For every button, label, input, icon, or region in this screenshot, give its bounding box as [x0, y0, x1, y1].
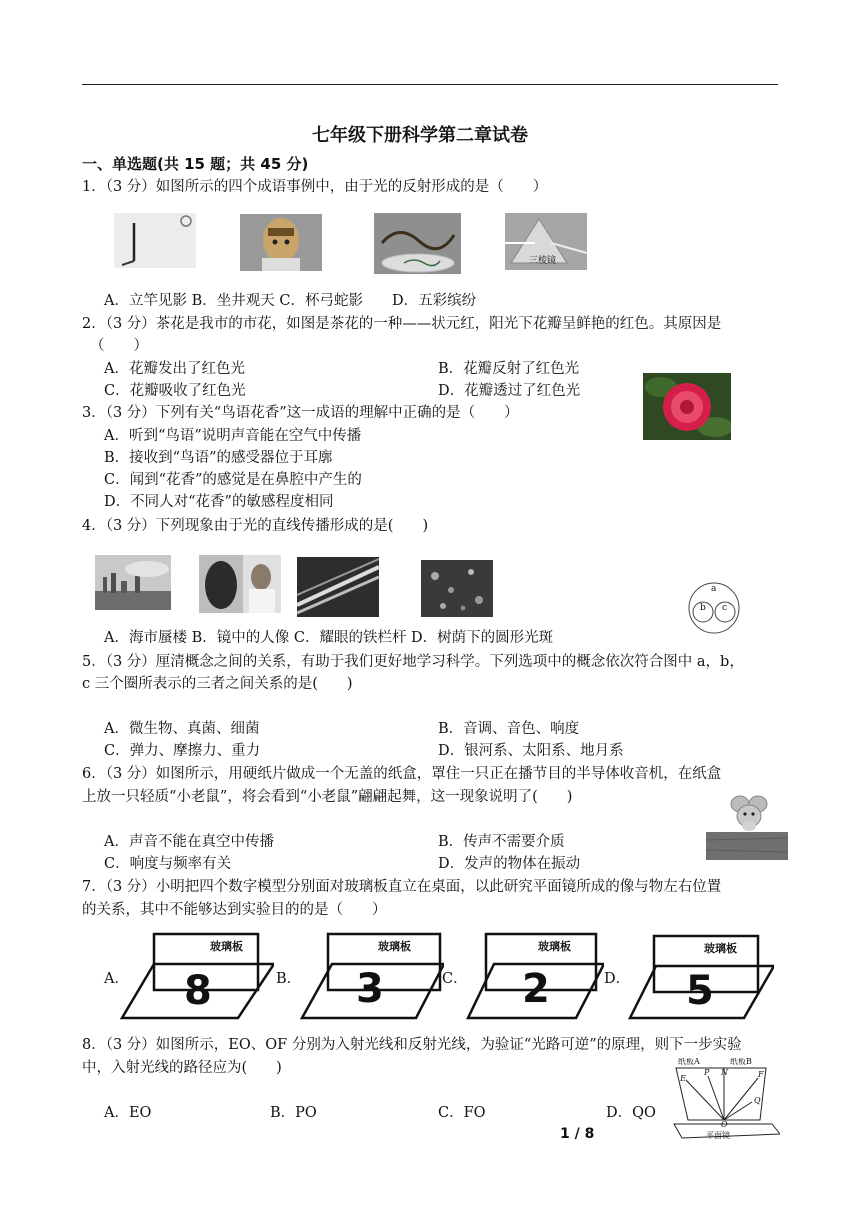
q1-image-b	[240, 214, 322, 271]
q3-option-a: A．听到“鸟语”说明声音能在空气中传播	[104, 428, 362, 444]
q5-venn-diagram	[684, 582, 744, 634]
q8-point-o: O	[721, 1120, 728, 1129]
q8-option-a: A．EO	[104, 1105, 152, 1121]
venn-label-c: c	[722, 603, 728, 613]
q5-option-b: B．音调、音色、响度	[438, 721, 580, 737]
q6-stem-line2: 上放一只轻质“小老鼠”，将会看到“小老鼠”翩翩起舞，这一现象说明了( )	[82, 789, 573, 805]
q6-mouse-box-image	[706, 792, 788, 860]
q7-stem-line1: 7．（3 分）小明把四个数字模型分别面对玻璃板直立在桌面，以此研究平面镜所成的像与物左右位置	[82, 879, 722, 895]
q7-model-b	[298, 930, 444, 1022]
q1-options: A．立竿见影 B．坐井观天 C．杯弓蛇影 D．五彩缤纷	[104, 293, 477, 309]
q8-point-n: N	[721, 1068, 728, 1077]
q3-option-d: D．不同人对“花香”的敏感程度相同	[104, 494, 334, 510]
prism-label: 三棱镜	[529, 256, 557, 266]
q3-option-b: B．接收到“鸟语”的感受器位于耳廓	[104, 450, 333, 466]
q5-stem-line2: c 三个圈所表示的三者之间关系的是( )	[82, 676, 353, 692]
q6-option-c: C．响度与频率有关	[104, 856, 232, 872]
venn-label-a: a	[711, 584, 717, 594]
q7-glass-label-d: 玻璃板	[704, 942, 737, 955]
q8-stem-line1: 8．（3 分）如图所示，EO、OF 分别为入射光线和反射光线，为验证“光路可逆”的原理，则下一步实验	[82, 1037, 742, 1053]
q2-camellia-image	[643, 373, 731, 440]
q2-option-d: D．花瓣透过了红色光	[438, 383, 581, 399]
q7-digit-d: 5	[686, 968, 714, 1014]
q4-image-d	[421, 560, 493, 617]
q2-option-c: C．花瓣吸收了红色光	[104, 383, 246, 399]
q6-option-b: B．传声不需要介质	[438, 834, 565, 850]
q5-stem-line1: 5．（3 分）厘清概念之间的关系，有助于我们更好地学习科学。下列选项中的概念依次符合图中 a，b，	[82, 654, 744, 670]
q7-model-c	[464, 930, 604, 1022]
page-title: 七年级下册科学第二章试卷	[312, 125, 528, 146]
q4-options: A．海市蜃楼 B．镜中的人像 C．耀眼的铁栏杆 D．树荫下的圆形光斑	[104, 630, 554, 646]
q7-digit-c: 2	[522, 966, 550, 1012]
q8-point-p: P	[704, 1068, 710, 1077]
q2-option-a: A．花瓣发出了红色光	[104, 361, 245, 377]
q5-option-c: C．弹力、摩擦力、重力	[104, 743, 261, 759]
q7-model-a	[118, 930, 274, 1022]
q1-image-a	[114, 213, 196, 268]
q8-point-f: F	[758, 1070, 764, 1079]
q4-image-b	[199, 555, 281, 613]
q5-option-d: D．银河系、太阳系、地月系	[438, 743, 624, 759]
q7-digit-a: 8	[184, 968, 212, 1014]
q1-image-c	[374, 213, 461, 274]
q4-stem: 4．（3 分）下列现象由于光的直线传播形成的是( )	[82, 518, 429, 534]
q8-mirror-label: 平面镜	[706, 1131, 730, 1140]
q3-stem: 3．（3 分）下列有关“鸟语花香”这一成语的理解中正确的是（ ）	[82, 405, 519, 421]
q5-option-a: A．微生物、真菌、细菌	[104, 721, 260, 737]
q7-stem-line2: 的关系，其中不能够达到实验目的的是（ ）	[82, 902, 387, 918]
q8-option-d: D．QO	[606, 1105, 656, 1121]
q8-point-e: E	[680, 1074, 686, 1083]
q6-stem-line1: 6．（3 分）如图所示，用硬纸片做成一个无盖的纸盒，罩住一只正在播节目的半导体收音机，在纸盒	[82, 766, 722, 782]
q7-glass-label-c: 玻璃板	[538, 940, 571, 953]
q2-option-b: B．花瓣反射了红色光	[438, 361, 580, 377]
q7-digit-b: 3	[356, 966, 384, 1012]
q2-stem-line1: 2．（3 分）茶花是我市的市花，如图是茶花的一种——状元红，阳光下花瓣呈鲜艳的红色。其原因是	[82, 316, 722, 332]
header-rule	[82, 84, 778, 85]
q1-image-d	[505, 213, 587, 270]
q1-stem: 1．（3 分）如图所示的四个成语事例中，由于光的反射形成的是（ ）	[82, 179, 548, 195]
q7-glass-label-a: 玻璃板	[210, 940, 243, 953]
q7-label-c: C．	[442, 971, 468, 987]
q4-image-a	[95, 555, 171, 610]
q7-label-d: D．	[604, 971, 631, 987]
q8-point-q: Q	[754, 1096, 761, 1105]
q7-model-d	[626, 932, 774, 1022]
q7-label-a: A．	[104, 971, 129, 987]
q6-option-a: A．声音不能在真空中传播	[104, 834, 274, 850]
q8-reflection-diagram	[668, 1058, 780, 1142]
q6-option-d: D．发声的物体在振动	[438, 856, 581, 872]
q8-option-c: C．FO	[438, 1105, 486, 1121]
q3-option-c: C．闻到“花香”的感觉是在鼻腔中产生的	[104, 472, 362, 488]
q8-board-a-label: 纸板A	[678, 1058, 700, 1066]
q2-stem-line2: （ ）	[90, 338, 148, 354]
q8-option-b: B．PO	[270, 1105, 317, 1121]
q8-board-b-label: 纸板B	[730, 1058, 752, 1066]
section-heading: 一、单选题(共 15 题；共 45 分)	[82, 155, 309, 173]
venn-label-b: b	[700, 603, 706, 613]
q7-label-b: B．	[276, 971, 302, 987]
q4-image-c	[297, 557, 379, 617]
page-number: 1 / 8	[560, 1126, 595, 1142]
q7-glass-label-b: 玻璃板	[378, 940, 411, 953]
q8-stem-line2: 中，入射光线的路径应为( )	[82, 1060, 282, 1076]
